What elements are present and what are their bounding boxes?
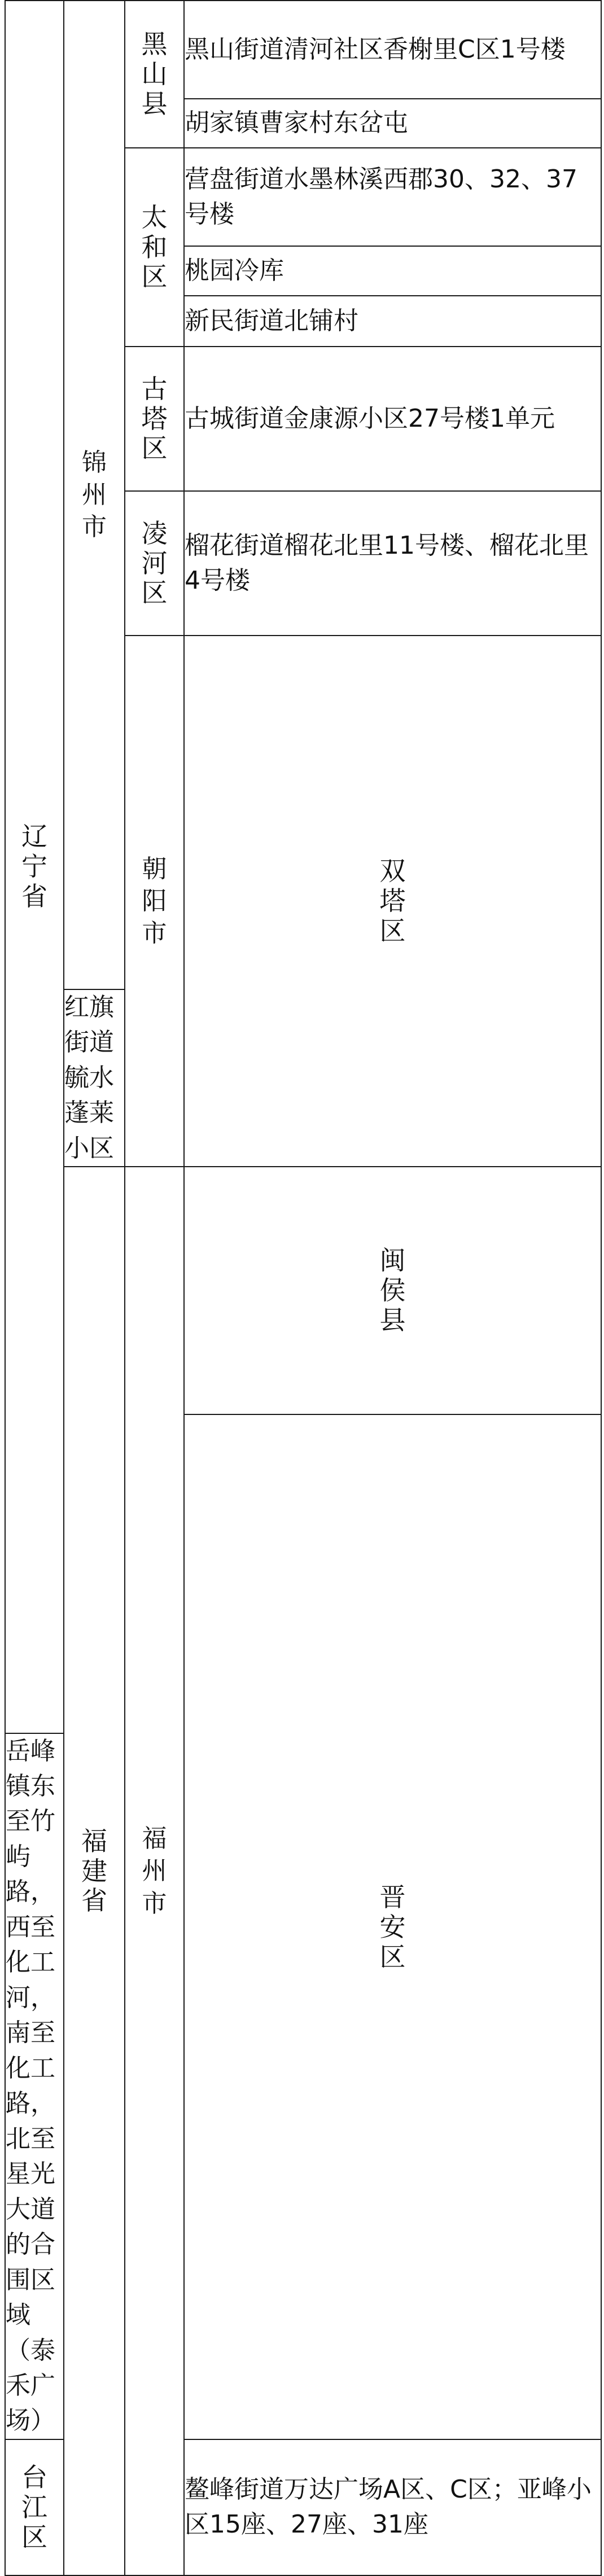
risk-area-table: [5, 0, 602, 2576]
district-cell: [184, 1167, 601, 1414]
table-row: [5, 1167, 601, 1414]
city-name: 朝阳市: [142, 854, 167, 948]
address-cell: 鳌峰街道万达广场A区、C区；亚峰小区15座、27座、31座: [184, 2439, 601, 2575]
address-cell: 胡家镇曹家村东岔屯: [184, 99, 601, 148]
district-name: 晋安区: [379, 1881, 406, 1972]
table-row: [5, 1, 601, 99]
city-name: 福州市: [142, 1824, 167, 1918]
address-cell: 古城街道金康源小区27号楼1单元: [184, 347, 601, 491]
province-name: 辽宁省: [21, 821, 47, 912]
district-name: 凌河区: [141, 518, 168, 608]
district-cell: [5, 2439, 64, 2575]
district-name: 闽侯县: [379, 1245, 406, 1336]
city-cell: [125, 1167, 184, 2575]
city-name: 锦州市: [82, 448, 107, 542]
address-cell: 岳峰镇东至竹屿路，西至化工河，南至化工路，北至星光大道的合围区域（泰禾广场）: [5, 1733, 64, 2439]
address-cell: 桃园冷库: [184, 246, 601, 296]
district-name: 太和区: [141, 201, 168, 292]
district-cell: [125, 148, 184, 347]
district-cell: [184, 1414, 601, 2439]
address-cell: 黑山街道清河社区香榭里C区1号楼: [184, 1, 601, 99]
address-cell: 新民街道北铺村: [184, 296, 601, 347]
city-cell: [125, 636, 184, 1167]
district-cell: [184, 636, 601, 1167]
address-cell: 营盘街道水墨林溪西郡30、32、37号楼: [184, 148, 601, 246]
province-cell: [5, 1, 64, 1733]
district-cell: [125, 347, 184, 491]
district-name: 双塔区: [379, 856, 406, 946]
district-name: 黑山县: [141, 29, 168, 119]
district-cell: [125, 1, 184, 148]
address-cell: 榴花街道榴花北里11号楼、榴花北里4号楼: [184, 491, 601, 636]
province-cell: [64, 1167, 125, 2575]
district-name: 台江区: [21, 2462, 47, 2552]
address-cell: 红旗街道毓水蓬莱小区: [64, 989, 125, 1167]
district-cell: [125, 491, 184, 636]
city-cell: [64, 1, 125, 989]
province-name: 福建省: [81, 1825, 107, 1916]
district-name: 古塔区: [141, 373, 168, 464]
